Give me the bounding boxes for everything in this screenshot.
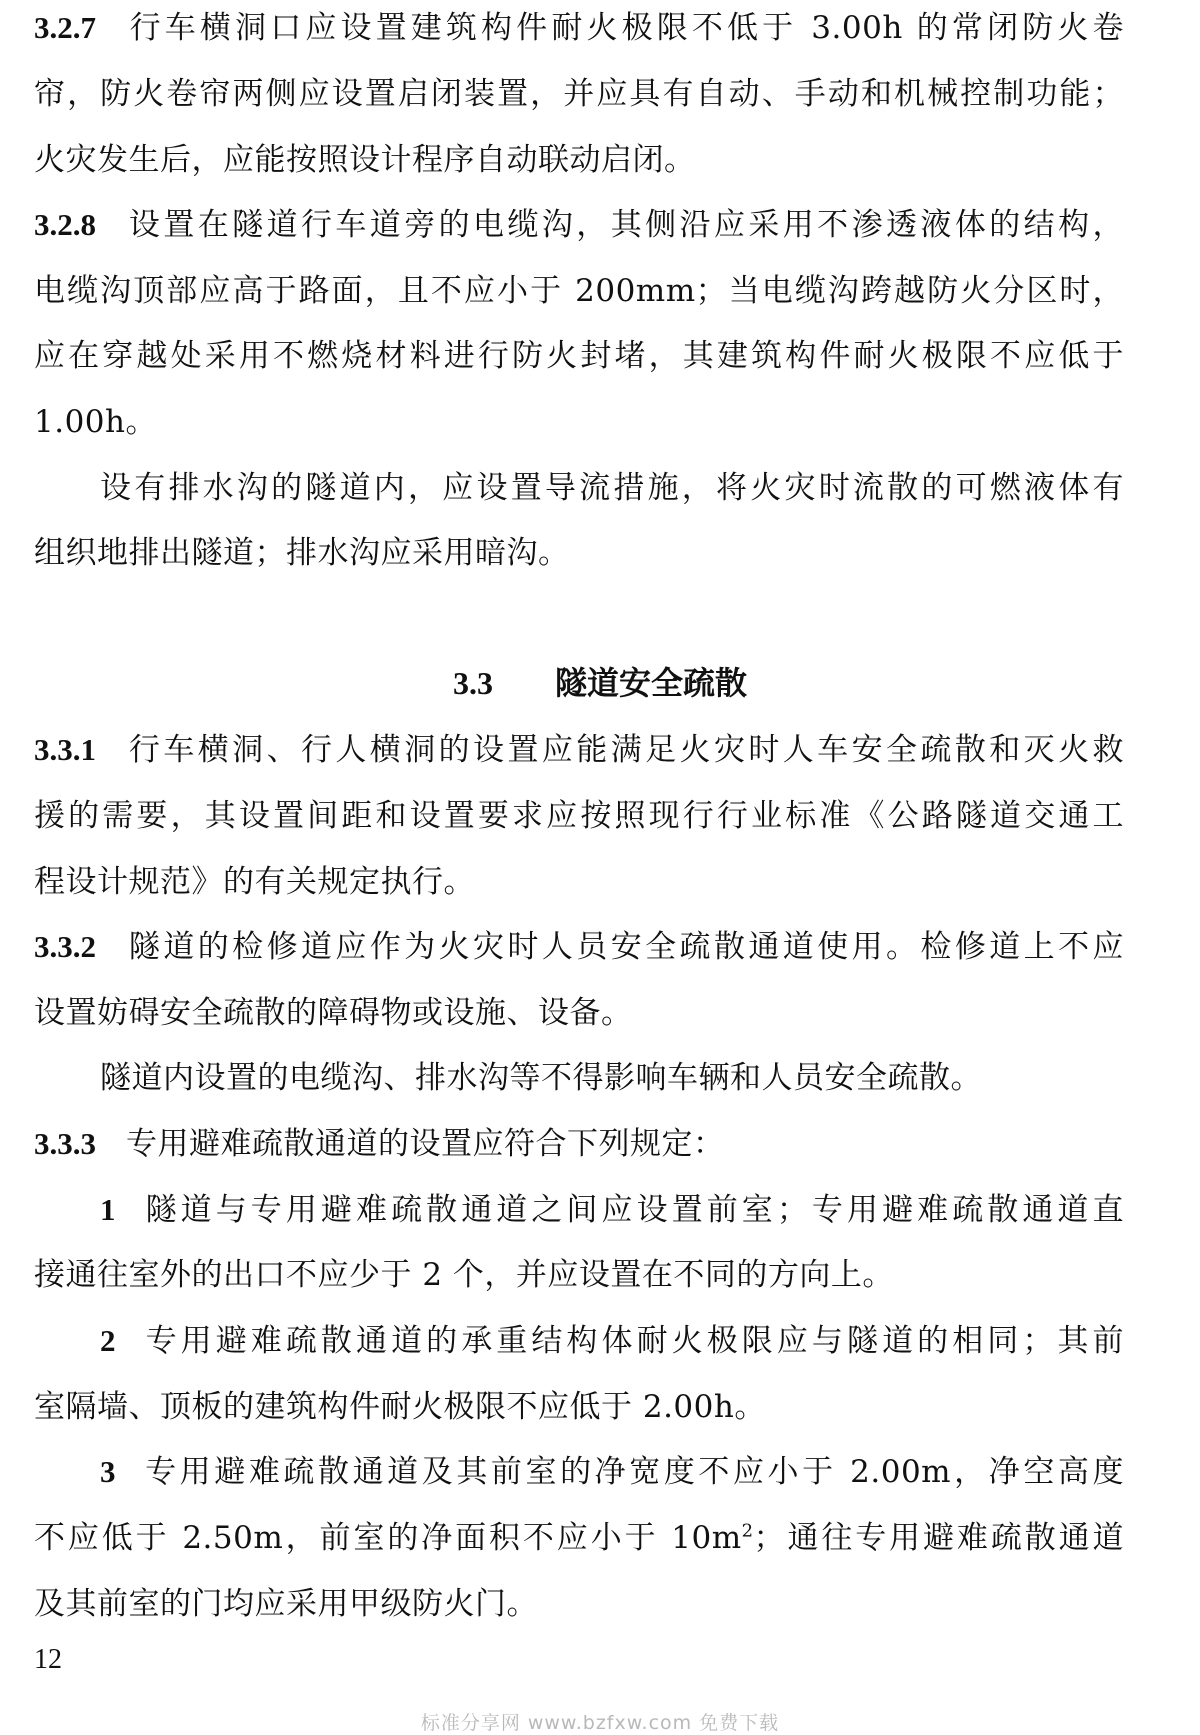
item-3-line-2 — [34, 1513, 1124, 1563]
item-2-line-2: 室隔墙、顶板的建筑构件耐火极限不应低于 2.00h。 — [34, 1389, 766, 1425]
item-number: 1 — [100, 1192, 116, 1227]
clause-3-3-1-line-3: 程设计规范》的有关规定执行。 — [34, 864, 475, 900]
clause-3-2-8-line-1 — [34, 200, 1124, 250]
clause-number: 3.3.1 — [34, 732, 96, 767]
clause-3-3-2-line-1 — [34, 922, 1124, 972]
item-text-cont: ；通往专用避难疏散通道 — [753, 1520, 1125, 1556]
item-2-line-1 — [100, 1316, 1124, 1366]
item-1-line-2: 接通往室外的出口不应少于 2 个，并应设置在不同的方向上。 — [34, 1257, 894, 1293]
clause-text: 隧道的检修道应作为火灾时人员安全疏散通道使用。检修道上不应 — [126, 929, 1124, 965]
item-3-line-1 — [100, 1447, 1124, 1497]
section-number: 3.3 — [452, 665, 493, 701]
clause-3-2-7-line-2: 帘，防火卷帘两侧应设置启闭装置，并应具有自动、手动和机械控制功能； — [34, 76, 1124, 112]
clause-3-3-3-intro — [34, 1119, 1124, 1169]
item-text: 不应低于 2.50m，前室的净面积不应小于 10m — [34, 1520, 742, 1556]
clause-number: 3.3.2 — [34, 929, 96, 964]
page-number: 12 — [34, 1644, 62, 1675]
clause-3-2-8-para2-line-1: 设有排水沟的隧道内，应设置导流措施，将火灾时流散的可燃液体有 — [100, 470, 1124, 506]
clause-number: 3.2.8 — [34, 207, 96, 242]
clause-number: 3.2.7 — [34, 10, 96, 45]
item-number: 3 — [100, 1454, 116, 1489]
clause-text: 行车横洞口应设置建筑构件耐火极限不低于 3.00h 的常闭防火卷 — [126, 10, 1124, 46]
section-title: 隧道安全疏散 — [554, 664, 747, 702]
clause-text: 专用避难疏散通道的设置应符合下列规定： — [126, 1126, 725, 1162]
clause-3-2-8-line-3: 应在穿越处采用不燃烧材料进行防火封堵，其建筑构件耐火极限不应低于 — [34, 338, 1124, 374]
clause-text: 设置在隧道行车道旁的电缆沟，其侧沿应采用不渗透液体的结构， — [126, 207, 1124, 243]
clause-3-2-8-line-2: 电缆沟顶部应高于路面，且不应小于 200mm；当电缆沟跨越防火分区时， — [34, 273, 1124, 309]
item-text: 专用避难疏散通道及其前室的净宽度不应小于 2.00m，净空高度 — [142, 1454, 1124, 1490]
clause-3-2-7-line-1 — [34, 3, 1124, 53]
clause-3-2-8-line-4: 1.00h。 — [34, 404, 157, 440]
item-text: 专用避难疏散通道的承重结构体耐火极限应与隧道的相同；其前 — [142, 1323, 1124, 1359]
clause-3-2-8-para2-line-2: 组织地排出隧道；排水沟应采用暗沟。 — [34, 535, 570, 571]
section-heading — [0, 657, 1200, 709]
clause-number: 3.3.3 — [34, 1126, 96, 1161]
item-text: 隧道与专用避难疏散通道之间应设置前室；专用避难疏散通道直 — [142, 1192, 1124, 1228]
superscript: 2 — [741, 1520, 754, 1542]
clause-3-3-1-line-2: 援的需要，其设置间距和设置要求应按照现行行业标准《公路隧道交通工 — [34, 798, 1124, 834]
clause-3-3-1-line-1 — [34, 725, 1124, 775]
clause-text: 行车横洞、行人横洞的设置应能满足火灾时人车安全疏散和灭火救 — [126, 732, 1124, 768]
watermark-text: 标准分享网 www.bzfxw.com 免费下载 — [420, 1712, 780, 1734]
clause-3-3-2-line-2: 设置妨碍安全疏散的障碍物或设施、设备。 — [34, 995, 633, 1031]
item-3-line-3: 及其前室的门均应采用甲级防火门。 — [34, 1586, 538, 1622]
item-1-line-1 — [100, 1185, 1124, 1235]
item-number: 2 — [100, 1323, 116, 1358]
clause-3-3-2-para2: 隧道内设置的电缆沟、排水沟等不得影响车辆和人员安全疏散。 — [100, 1060, 982, 1096]
clause-3-2-7-line-3: 火灾发生后，应能按照设计程序自动联动启闭。 — [34, 142, 696, 178]
